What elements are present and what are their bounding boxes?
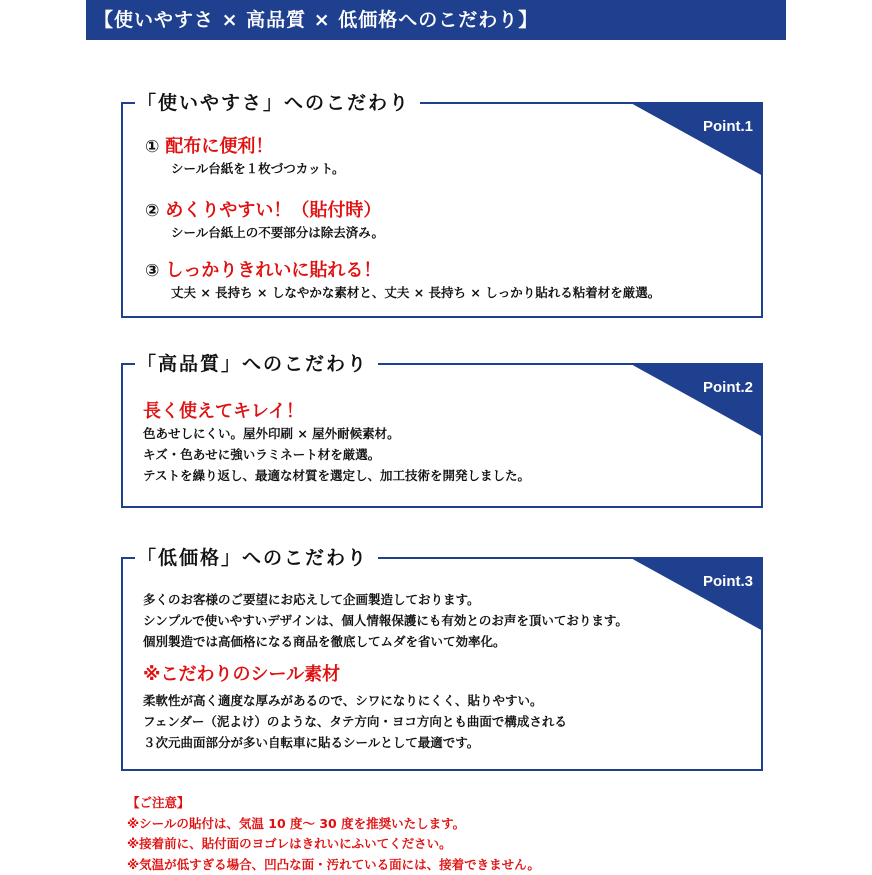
caution-notes	[127, 793, 540, 875]
section-usability	[121, 102, 763, 318]
body-line: フェンダー（泥よけ）のような、タテ方向・ヨコ方向とも曲面で構成される	[143, 711, 628, 732]
list-item	[145, 132, 345, 179]
item-heading: めくりやすい！（貼付時）	[165, 200, 381, 221]
note-line: ※気温が低すぎる場合、凹凸な面・汚れている面には、接着できません。	[127, 855, 540, 875]
section-heading: ※こだわりのシール素材	[143, 660, 628, 686]
item-heading: しっかりきれいに貼れる！	[165, 260, 381, 281]
section-price	[121, 557, 763, 771]
item-text: シール台紙を１枚づつカット。	[145, 158, 345, 179]
body-line: ３次元曲面部分が多い自転車に貼るシールとして最適です。	[143, 732, 628, 753]
corner-triangle	[629, 102, 763, 176]
section-title: 「使いやすさ」へのこだわり	[135, 90, 420, 116]
section-quality	[121, 363, 763, 508]
body-line: テストを繰り返し、最適な材質を選定し、加工技術を開発しました。	[143, 465, 530, 486]
section-heading: 長く使えてキレイ！	[143, 397, 530, 423]
section-title: 「高品質」へのこだわり	[135, 351, 378, 377]
list-item	[145, 256, 660, 303]
item-text: 丈夫 × 長持ち × しなやかな素材と、丈夫 × 長持ち × しっかり貼れる粘着材を厳選。	[145, 282, 660, 303]
item-number: ②	[145, 201, 159, 221]
section-title: 「低価格」へのこだわり	[135, 545, 378, 571]
notes-title: 【ご注意】	[127, 793, 540, 814]
item-number: ③	[145, 261, 159, 281]
corner-triangle	[629, 363, 763, 437]
body-line: キズ・色あせに強いラミネート材を厳選。	[143, 444, 530, 465]
item-number: ①	[145, 137, 159, 157]
body-line: シンプルで使いやすいデザインは、個人情報保護にも有効とのお声を頂いております。	[143, 610, 628, 631]
note-line: ※接着前に、貼付面のヨゴレはきれいにふいてください。	[127, 834, 540, 855]
item-heading: 配布に便利！	[165, 136, 273, 157]
body-line: 色あせしにくい。屋外印刷 × 屋外耐候素材。	[143, 423, 530, 444]
note-line: ※シールの貼付は、気温 10 度～ 30 度を推奨いたします。	[127, 814, 540, 835]
point-label: Point.3	[703, 573, 753, 590]
list-item	[145, 196, 384, 243]
point-label: Point.1	[703, 118, 753, 135]
body-line: 多くのお客様のご要望にお応えして企画製造しております。	[143, 589, 628, 610]
item-text: シール台紙上の不要部分は除去済み。	[145, 222, 384, 243]
body-line: 個別製造では高価格になる商品を徹底してムダを省いて効率化。	[143, 631, 628, 652]
body-line: 柔軟性が高く適度な厚みがあるので、シワになりにくく、貼りやすい。	[143, 690, 628, 711]
corner-triangle	[629, 557, 763, 631]
point-label: Point.2	[703, 379, 753, 396]
page-header: 【使いやすさ × 高品質 × 低価格へのこだわり】	[86, 0, 786, 40]
